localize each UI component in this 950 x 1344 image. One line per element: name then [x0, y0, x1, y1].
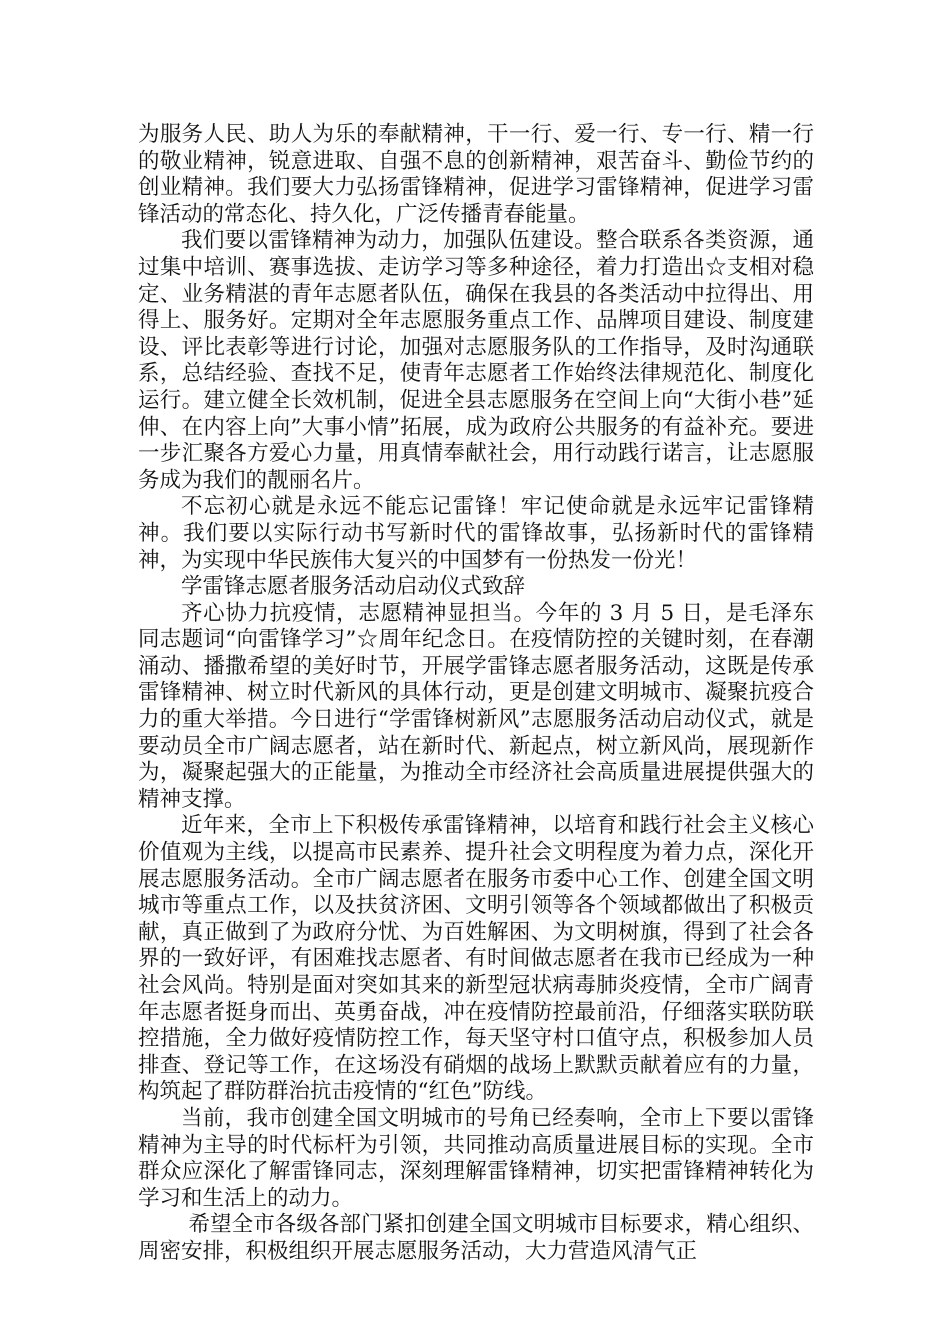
paragraph-anti-epidemic: 齐心协力抗疫情，志愿精神显担当。今年的 3 月 5 日，是毛泽东同志题词“向雷锋学习”☆周年纪念日。在疫情防控的关键时刻，在春潮涌动、播撒希望的美好时节，开展学雷锋志愿者服务活动，这既是传承雷锋精神、树立时代新风的具体行动，更是创建文明城市、凝聚抗疫合力的重大举措。今日进行“学雷锋树新风”志愿服务活动启动仪式，就是要动员全市广阔志愿者，站在新时代、新起点，树立新风尚，展现新作为，凝聚起强大的正能量，为推动全市经济社会高质量进展提供强大的精神支撑。 [138, 600, 814, 812]
paragraph-hope: 希望全市各级各部门紧扣创建全国文明城市目标要求，精心组织、周密安排，积极组织开展志愿服务活动，大力营造风清气正 [138, 1212, 814, 1264]
paragraph-recent-years: 近年来，全市上下积极传承雷锋精神，以培育和践行社会主义核心价值观为主线，以提高市民素养、提升社会文明程度为着力点，深化开展志愿服务活动。全市广阔志愿者在服务市委中心工作、创建全国文明城市等重点工作，以及扶贫济困、文明引领等各个领域都做出了积极贡献，真正做到了为政府分忧、为百姓解困、为文明树旗，得到了社会各界的一致好评，有困难找志愿者、有时间做志愿者在我市已经成为一种社会风尚。特别是面对突如其来的新型冠状病毒肺炎疫情，全市广阔青年志愿者挺身而出、英勇奋战，冲在疫情防控最前沿，仔细落实联防联控措施，全力做好疫情防控工作，每天坚守村口值守点，积极参加人员排查、登记等工作，在这场没有硝烟的战场上默默贡献着应有的力量，构筑起了群防群治抗击疫情的“红色”防线。 [138, 813, 814, 1105]
paragraph-team-building: 我们要以雷锋精神为动力，加强队伍建设。整合联系各类资源，通过集中培训、赛事选拔、走访学习等多种途径，着力打造出☆支相对稳定、业务精湛的青年志愿者队伍，确保在我县的各类活动中拉得出、用得上、服务好。定期对全年志愿服务重点工作、品牌项目建设、制度建设、评比表彰等进行讨论，加强对志愿服务队的工作指导，及时沟通联系，总结经验、查找不足，使青年志愿者工作始终法律规范化、制度化运行。建立健全长效机制，促进全县志愿服务在空间上向“大街小巷”延伸、在内容上向”大事小情”拓展，成为政府公共服务的有益补充。要进一步汇聚各方爱心力量，用真情奉献社会，用行动践行诺言，让志愿服务成为我们的靓丽名片。 [138, 228, 814, 493]
paragraph-continuation: 为服务人民、助人为乐的奉献精神，干一行、爱一行、专一行、精一行的敬业精神，锐意进取、自强不息的创新精神，艰苦奋斗、勤俭节约的创业精神。我们要大力弘扬雷锋精神，促进学习雷锋精神，促进学习雷锋活动的常态化、持久化，广泛传播青春能量。 [138, 122, 814, 227]
section-heading: 学雷锋志愿者服务活动启动仪式致辞 [181, 574, 526, 600]
paragraph-original-mission: 不忘初心就是永远不能忘记雷锋！牢记使命就是永远牢记雷锋精神。我们要以实际行动书写新时代的雷锋故事，弘扬新时代的雷锋精神，为实现中华民族伟大复兴的中国梦有一份热发一份光！ [138, 494, 814, 573]
document-body [138, 122, 814, 1266]
paragraph-current: 当前，我市创建全国文明城市的号角已经奏响，全市上下要以雷锋精神为主导的时代标杆为引领，共同推动高质量进展目标的实现。全市群众应深化了解雷锋同志，深刻理解雷锋精神，切实把雷锋精神转化为学习和生活上的动力。 [138, 1105, 814, 1211]
